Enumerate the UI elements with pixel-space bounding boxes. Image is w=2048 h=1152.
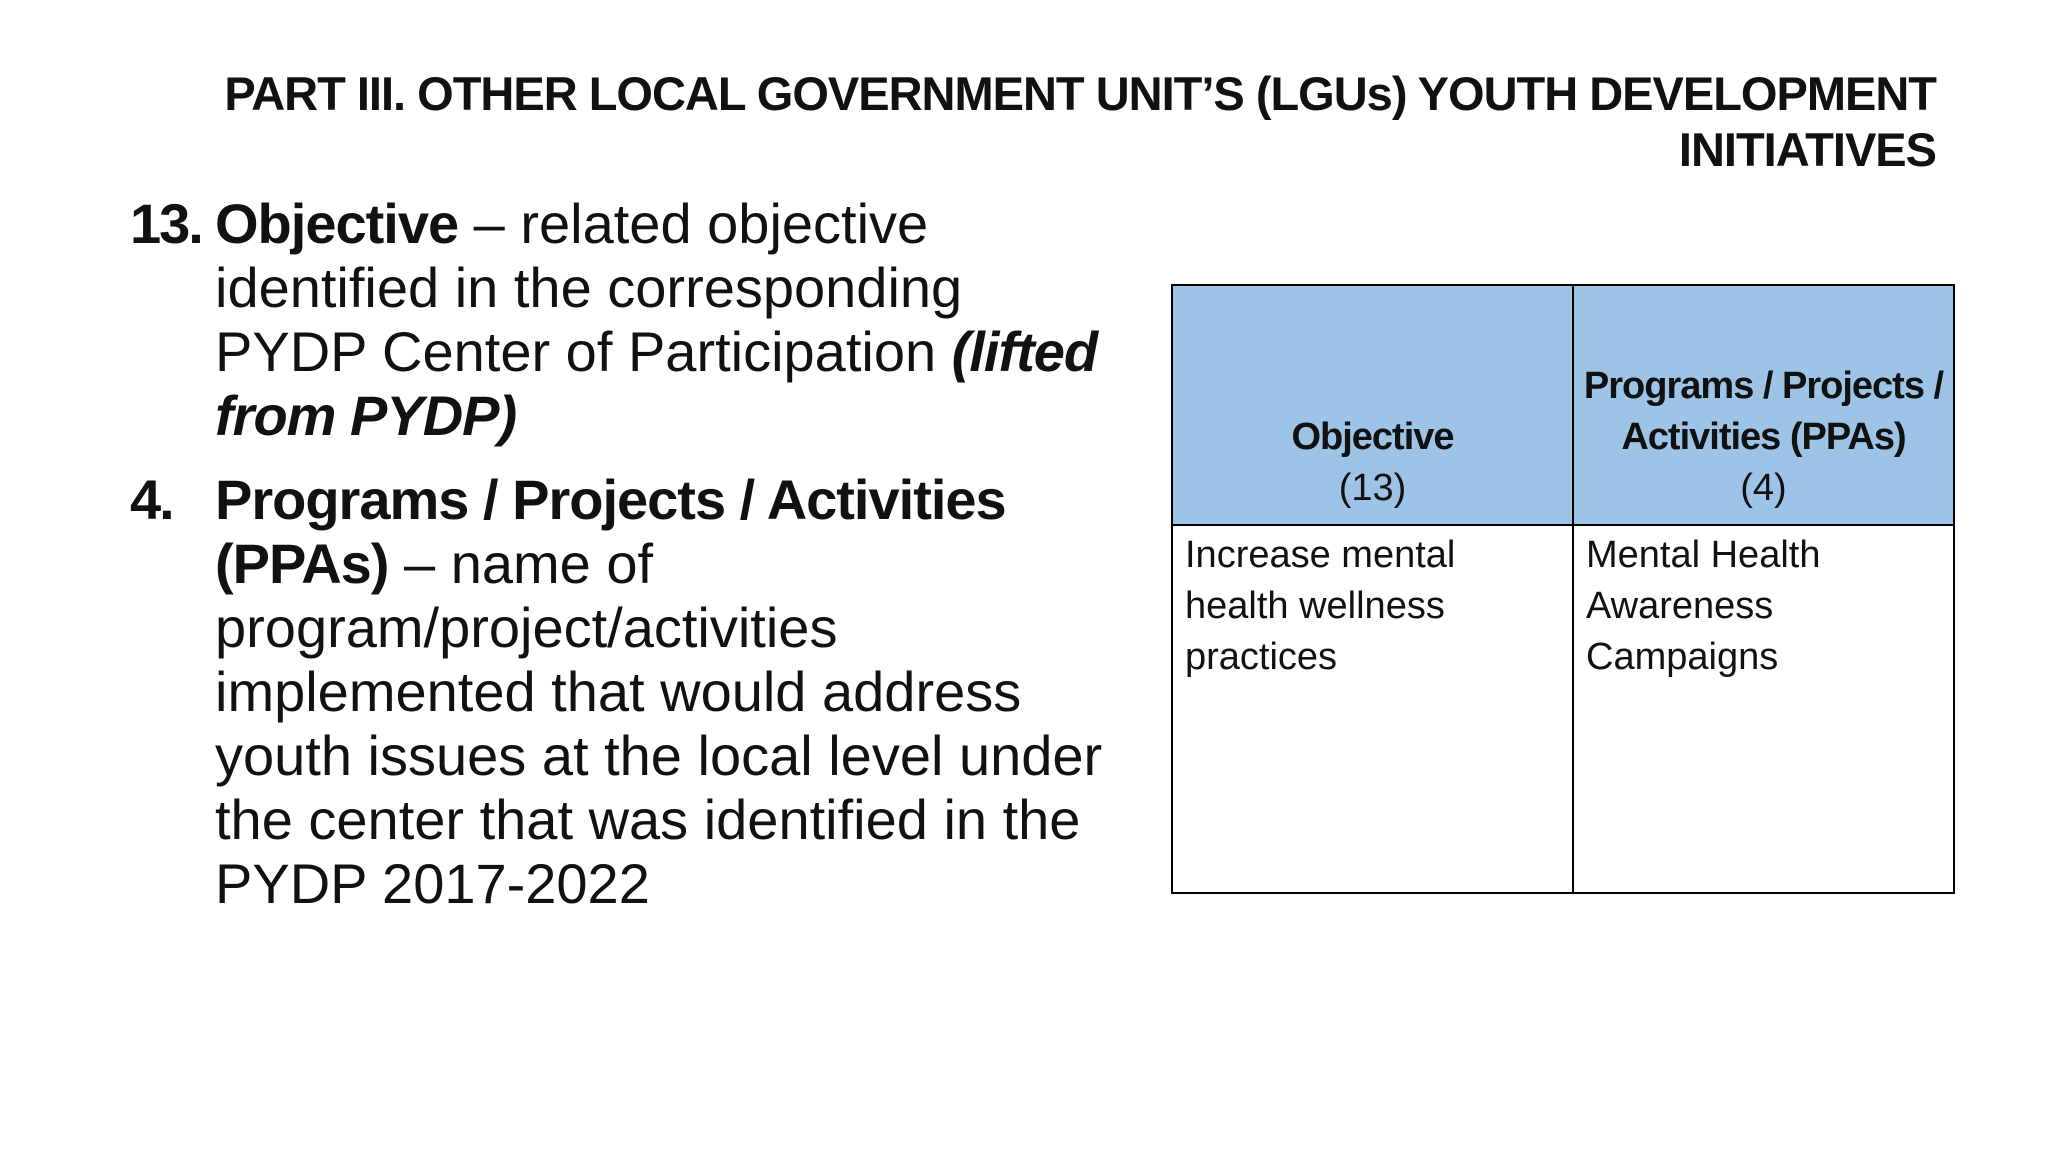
header-label: Objective [1291,416,1454,458]
example-table [1171,284,1955,894]
cell-ppas: Mental Health Awareness Campaigns [1573,525,1954,893]
item-description: – name of program/project/activities implemented that would address youth issues at the local level under the center that was identified in the PYDP 2017-2022 [215,532,1103,915]
definition-item-objective [130,192,1110,448]
item-body [215,192,1110,448]
table-row [1172,525,1954,893]
definition-list [130,192,1110,936]
title-line-1: PART III. OTHER LOCAL GOVERNMENT UNIT’S (LGUs) YOUTH DEVELOPMENT [224,67,1936,120]
header-objective [1172,285,1573,525]
item-term: Objective [215,192,459,255]
item-note: (lifted from PYDP) [215,320,1098,447]
header-ppas [1573,285,1954,525]
header-number: (4) [1740,467,1787,509]
item-body [215,468,1110,916]
definition-item-ppas [130,468,1110,916]
title-line-2: INITIATIVES [1678,123,1936,176]
header-number: (13) [1338,467,1407,509]
header-label: Programs / Projects / Activities (PPAs) [1583,365,1944,458]
item-term: Programs / Projects / Activities (PPAs) [215,468,1006,595]
slide-title [86,66,1936,178]
item-description: – related objective identified in the corresponding PYDP Center of Participation [215,192,963,383]
cell-objective: Increase mental health wellness practices [1172,525,1573,893]
item-number: 13. [130,192,202,255]
table-header-row [1172,285,1954,525]
item-number: 4. [130,468,173,531]
